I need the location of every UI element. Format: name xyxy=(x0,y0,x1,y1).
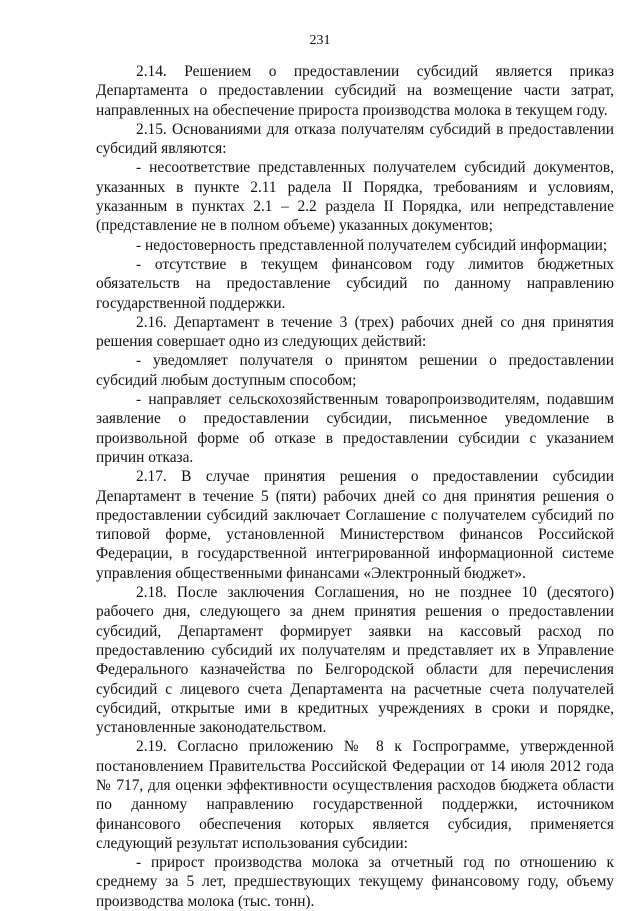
paragraph-2-18: 2.18. После заключения Соглашения, но не позднее 10 (десятого) рабочего дня, следующего за днем принятия решения о предоставлении субсидий, Департамент формирует заявки на кассовый расход по предоставлению субсидий их получателям и представляет их в Управление Федерального казначейства по Белгородской области для перечисления субсидий с лицевого счета Департамента на расчетные счета получателей субсидий, открытые ими в кредитных учреждениях в сроки и порядке, установленные законодательством. xyxy=(96,584,614,737)
list-item-unreliable: - недостоверность представленной получателем субсидий информации; xyxy=(136,236,608,254)
list-item-no-limits: - отсутствие в текущем финансовом году лимитов бюджетных обязательств на предоставление субсидий по данному направлению государственной поддержки. xyxy=(96,255,614,312)
list-item-notify: - уведомляет получателя о принятом решении о предоставлении субсидий любым доступным способом; xyxy=(96,352,614,389)
list-item-refusal: - направляет сельскохозяйственным товаропроизводителям, подавшим заявление о предоставлении субсидии, письменное уведомление в произвольной форме об отказе в предоставлении субсидии с указанием причин отказа. xyxy=(96,391,614,466)
page-number: 231 xyxy=(309,33,331,48)
document-body xyxy=(96,62,614,911)
paragraph-2-14: 2.14. Решением о предоставлении субсидий является приказ Департамента о предоставлении субсидий на возмещение части затрат, направленных на обеспечение прироста производства молока в текущем году. xyxy=(96,63,614,119)
paragraph-2-15: 2.15. Основаниями для отказа получателям субсидий в предоставлении субсидий являются: xyxy=(96,120,614,158)
paragraph-2-16: 2.16. Департамент в течение 3 (трех) рабочих дней со дня принятия решения совершает одно из следующих действий: xyxy=(96,313,614,351)
list-item-mismatch: - несоответствие представленных получателем субсидий документов, указанных в пункте 2.11 радела II Порядка, требованиям и условиям, указанным в пунктах 2.1 – 2.2 раздела II Порядка, или непредставление (представление не в полном объеме) указанных документов; xyxy=(96,159,614,235)
paragraph-2-17: 2.17. В случае принятия решения о предоставлении субсидии Департамент в течение 5 (пяти) рабочих дней со дня принятия решения о предоставлении субсидий заключает Соглашение с получателем субсидий по типовой форме, установленной Министерством финансов Российской Федерации, в государственной интегрированной информационной системе управления общественными финансами «Электронный бюджет». xyxy=(96,468,614,582)
paragraph-2-19: 2.19. Согласно приложению № 8 к Госпрограмме, утвержденной постановлением Правительства Российской Федерации от 14 июля 2012 года № 717, для оценки эффективности осуществления расходов бюджета области по данному направлению государственной поддержки, источником финансового обеспечения которых является субсидия, применяется следующий результат использования субсидии: xyxy=(96,738,614,852)
list-item-milk-growth: - прирост производства молока за отчетный год по отношению к среднему за 5 лет, предшествующих текущему финансовому году, объему производства молока (тыс. тонн). xyxy=(96,854,614,910)
